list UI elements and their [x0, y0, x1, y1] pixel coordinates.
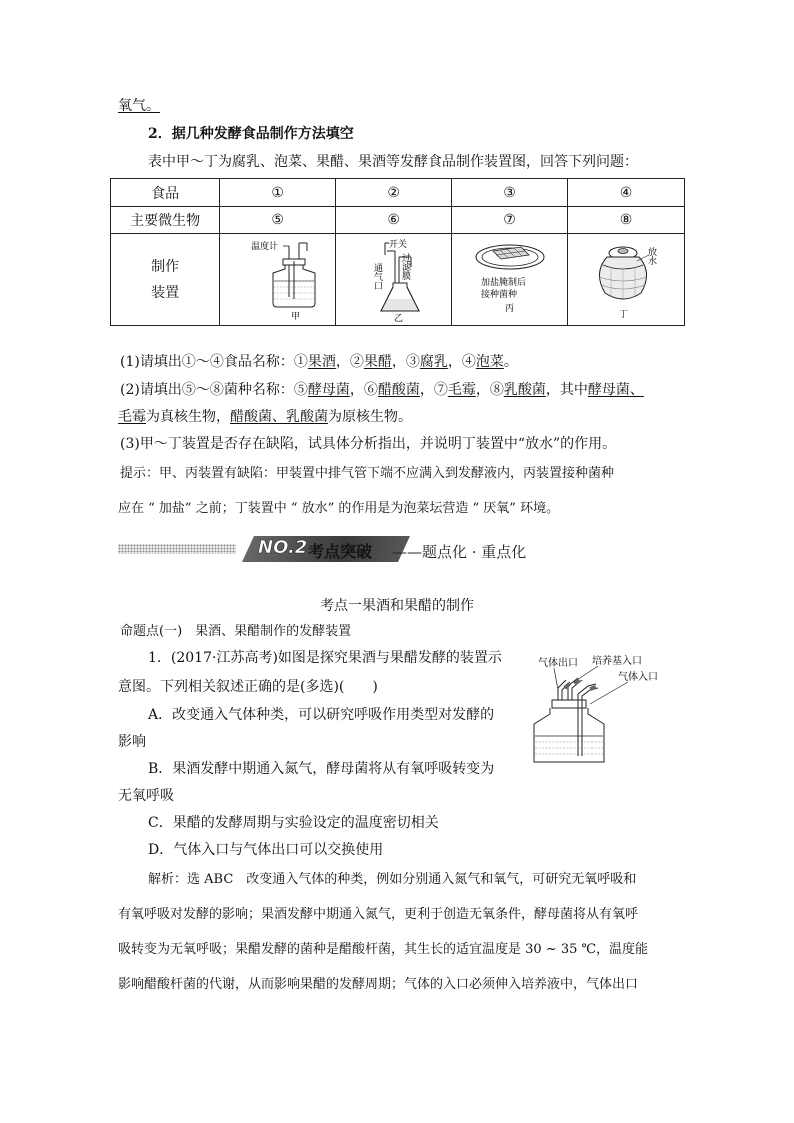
- question-2: (2)请填出⑤～⑧菌种名称：⑤酵母菌，⑥醋酸菌，⑦毛霉，⑧乳酸菌，其中酵母菌、: [120, 382, 644, 398]
- table-cell: ⑤: [220, 207, 336, 234]
- proposition-heading: 命题点(一) 果酒、果醋制作的发酵装置: [120, 624, 352, 639]
- table-cell: ③: [452, 179, 568, 207]
- question-2-cont: 毛霉为真核生物，醋酸菌、乳酸菌为原核生物。: [118, 409, 412, 425]
- question-stem-2: 意图。下列相关叙述正确的是(多选)( ): [118, 679, 378, 695]
- analysis-line-3: 吸转变为无氧呼吸；果醋发酵的菌种是醋酸杆菌，其生长的适宜温度是 30 ~ 35 ℃，温度能: [118, 942, 649, 957]
- table-cell: ⑥: [336, 207, 452, 234]
- device-label-line2: 装置: [151, 284, 180, 301]
- device-bing-diagram: [455, 237, 565, 323]
- table-cell: ⑧: [568, 207, 685, 234]
- section-banner: [118, 536, 678, 562]
- fermentation-apparatus-figure: [508, 650, 688, 768]
- table-row: [111, 234, 685, 326]
- banner-subtitle: ——题点化 · 重点化: [392, 543, 527, 561]
- banner-dots: [118, 544, 236, 554]
- filter-label: [400, 251, 411, 280]
- device-jia-diagram: [223, 237, 333, 323]
- device-ding-diagram: [571, 237, 681, 323]
- water-label: [646, 245, 657, 264]
- gas-outlet-label: 气体出口: [538, 658, 578, 669]
- analysis-line-1: 解析：选 ABC 改变通入气体的种类，例如分别通入氮气和氧气，可研究无氧呼吸和: [148, 872, 637, 887]
- analysis-line-2: 有氧呼吸对发酵的影响；果酒发酵中期通入氮气，更利于创造无氧条件，酵母菌将从有氧呼: [118, 907, 639, 922]
- option-a: A．改变通入气体种类，可以研究呼吸作用类型对发酵的: [148, 707, 495, 723]
- option-b-cont: 无氧呼吸: [118, 788, 174, 804]
- question-3: (3)甲～丁装置是否存在缺陷，试具体分析指出，并说明丁装置中“放水”的作用。: [120, 436, 617, 452]
- salt-note: 加盐腌制后: [480, 277, 526, 288]
- table-cell: [452, 234, 568, 326]
- svg-text:过滤膜: 过滤膜: [399, 252, 410, 280]
- switch-label: 开关: [388, 239, 407, 250]
- table-cell: [568, 234, 685, 326]
- device-jia-caption: 甲: [290, 311, 300, 322]
- section2-intro: 表中甲～丁为腐乳、泡菜、果醋、果酒等发酵食品制作装置图，回答下列问题：: [148, 154, 638, 170]
- inoculate-note: 接种菌种: [480, 289, 517, 300]
- device-ding-caption: 丁: [619, 309, 629, 320]
- svg-text:通气口: 通气口: [371, 262, 382, 290]
- table-cell: [220, 234, 336, 326]
- device-label-line1: 制作: [151, 258, 180, 275]
- table-cell: ②: [336, 179, 452, 207]
- option-a-cont: 影响: [118, 734, 146, 750]
- banner-badge-label: NO.2: [258, 537, 308, 558]
- question-stem-1: 1．(2017·江苏高考)如图是探究果酒与果醋发酵的装置示: [148, 650, 502, 666]
- option-d: D．气体入口与气体出口可以交换使用: [148, 842, 384, 858]
- gas-inlet-label: 气体入口: [618, 672, 658, 683]
- table-cell: ⑦: [452, 207, 568, 234]
- option-c: C．果醋的发酵周期与实验设定的温度密切相关: [148, 815, 439, 831]
- svg-text:放水: 放水: [646, 246, 657, 265]
- table-cell: [336, 234, 452, 326]
- analysis-line-4: 影响醋酸杆菌的代谢，从而影响果醋的发酵周期；气体的入口必须伸入培养液中，气体出口: [118, 977, 639, 992]
- table-cell: ①: [220, 179, 336, 207]
- topic-title: 考点一果酒和果醋的制作: [320, 598, 474, 614]
- device-yi-diagram: [339, 237, 449, 323]
- table-cell: 主要微生物: [111, 207, 220, 234]
- table-cell: 食品: [111, 179, 220, 207]
- device-bing-caption: 丙: [504, 303, 514, 314]
- banner-title: 考点突破: [308, 542, 373, 561]
- hint-line-1: 提示：甲、丙装置有缺陷：甲装置中排气管下端不应满入到发酵液内，丙装置接种菌种: [120, 466, 615, 481]
- top-line: 氧气。: [118, 98, 160, 114]
- section2-heading: 2．据几种发酵食品制作方法填空: [148, 126, 354, 142]
- option-b: B．果酒发酵中期通入氮气，酵母菌将从有氧呼吸转变为: [148, 761, 495, 777]
- thermometer-label: 温度计: [250, 241, 278, 252]
- medium-inlet-label: 培养基入口: [592, 656, 642, 667]
- table-cell: ④: [568, 179, 685, 207]
- inlet-label: [372, 262, 383, 289]
- hint-line-2: 应在 “ 加盐” 之前；丁装置中 “ 放水” 的作用是为泡菜坛营造 “ 厌氧” 环境。: [118, 501, 560, 516]
- table-row: [111, 179, 685, 207]
- device-yi-caption: 乙: [393, 313, 403, 323]
- fermentation-table: [110, 178, 685, 326]
- table-cell: [111, 234, 220, 326]
- question-1: (1)请填出①～④食品名称：①果酒，②果醋，③腐乳，④泡菜。: [120, 354, 518, 370]
- table-row: [111, 207, 685, 234]
